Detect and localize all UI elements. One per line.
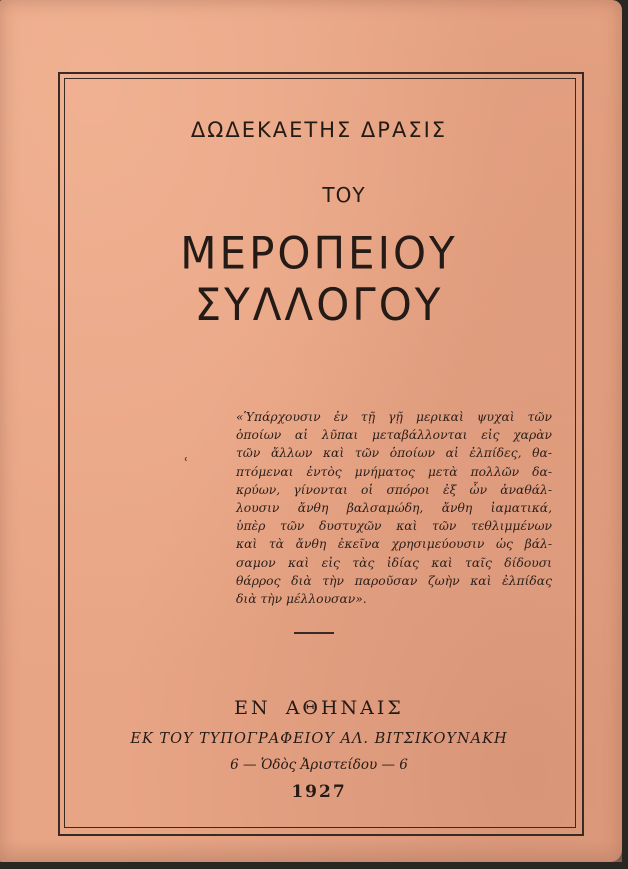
cover-header: ΔΩΔΕΚΑΕΤΗΣ ΔΡΑΣΙΣ [190, 118, 448, 142]
quote-line: θάρρος διὰ τὴν παροῦσαν ζωὴν καὶ ἐλπίδας [236, 573, 552, 588]
quote-line: κρύων, γίνονται οἱ σπόροι ἐξ ὧν ἀναθάλ- [236, 482, 552, 497]
quote-line: σαμον καὶ εἰς τὰς ἰδίας καὶ ταῖς δίδουσι [236, 555, 552, 570]
quote-line: διὰ τὴν μέλλουσαν». [236, 592, 367, 607]
margin-mark: ʿ [184, 456, 189, 472]
ornament-divider [294, 632, 334, 634]
quote-line: πτόμεναι ἐντὸς μνήματος μετὰ πολλῶν δα- [236, 464, 552, 479]
cover-title: ΜΕΡΟΠΕΙΟΥ ΣΥΛΛΟΓΟΥ [180, 227, 458, 331]
quote-line: ὁποίων αἱ λῦπαι μεταβάλλονται εἰς χαρὰν [236, 428, 552, 443]
publication-city: ΕΝ ΑΘΗΝΑΙΣ [234, 697, 404, 719]
quote-line: καὶ τὰ ἄνθη ἐκεῖνα χρησιμεύουσιν ὡς βάλ- [236, 537, 552, 552]
printer-address: 6 — Ὁδὸς Ἀριστείδου — 6 [230, 757, 408, 773]
epigraph-quote [236, 408, 552, 608]
quote-line: τῶν ἄλλων καὶ τῶν ὁποίων αἱ ἐλπίδες, θα- [236, 446, 552, 461]
quote-line: λουσιν ἄνθη βαλσαμώδη, ἄνθη ἰαματικά, [236, 501, 552, 516]
quote-line: ὑπὲρ τῶν δυστυχῶν καὶ τῶν τεθλιμμένων [236, 519, 552, 534]
worn-bottom-edge [0, 840, 622, 862]
publication-year: 1927 [291, 782, 347, 802]
printer-name: ΕΚ ΤΟΥ ΤΥΠΟΓΡΑΦΕΙΟΥ ΑΛ. ΒΙΤΣΙΚΟΥΝΑΚΗ [130, 731, 508, 747]
cover-subheader: ΤΟΥ [322, 183, 366, 207]
quote-line: «Ὑπάρχουσιν ἐν τῇ γῇ μερικαὶ ψυχαὶ τῶν [236, 410, 552, 424]
